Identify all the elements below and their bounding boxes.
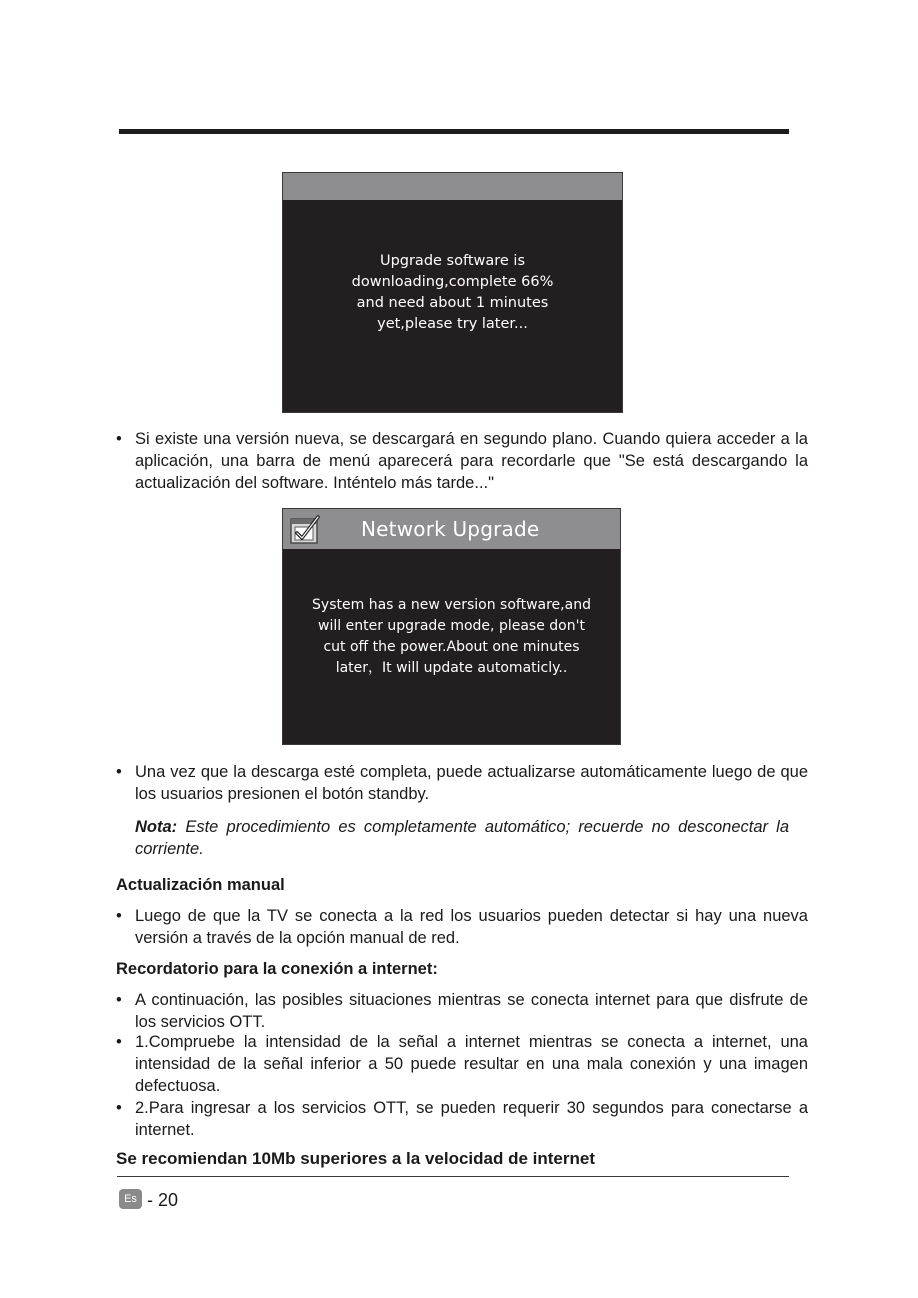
paragraph-text: 2.Para ingresar a los servicios OTT, se pueden requerir 30 segundos para conectarse a internet. (135, 1099, 808, 1139)
paragraph-text: Luego de que la TV se conecta a la red los usuarios pueden detectar si hay una nueva versión a través de la opción manual de red. (135, 907, 808, 947)
language-badge: Es (119, 1189, 142, 1209)
bullet-dot: • (116, 907, 122, 925)
upgrade-checkbox-icon (288, 513, 322, 545)
screen-header-bar (283, 173, 622, 200)
screen-header-bar (283, 509, 620, 549)
top-rule (119, 129, 789, 134)
network-upgrade-message (289, 595, 614, 679)
download-message-line: downloading,complete 66% (351, 274, 554, 290)
bullet-dot: • (116, 430, 122, 448)
network-message-line: System has a new version software,and (312, 597, 591, 613)
upgrade-download-screen (282, 172, 623, 413)
note-text: Este procedimiento es completamente automático; recuerde no desconectar la corriente. (135, 818, 789, 858)
download-complete-paragraph (116, 761, 808, 805)
network-upgrade-screen (282, 508, 621, 745)
download-message-line: yet,please try later... (377, 316, 528, 332)
background-download-paragraph (116, 428, 808, 494)
paragraph-text: 1.Compruebe la intensidad de la señal a internet mientras se conecta a internet, una intensidad de la señal inferior a 50 puede resultar en una mala conexión y una imagen defectuosa. (135, 1033, 808, 1095)
paragraph-text: A continuación, las posibles situaciones mientras se conecta internet para que disfrute de los servicios OTT. (135, 991, 808, 1031)
bullet-dot: • (116, 1099, 122, 1117)
recommended-speed-heading: Se recomiendan 10Mb superiores a la velocidad de internet (116, 1149, 595, 1168)
bullet-dot: • (116, 1033, 122, 1051)
network-upgrade-title: Network Upgrade (361, 517, 540, 541)
download-message (293, 251, 612, 335)
manual-update-paragraph (116, 905, 808, 949)
bullet-dot: • (116, 991, 122, 1009)
download-message-line: Upgrade software is (379, 253, 526, 269)
network-message-line: will enter upgrade mode, please don't (318, 618, 585, 634)
reminder-bullet-3 (116, 1097, 808, 1141)
internet-reminder-heading: Recordatorio para la conexión a internet: (116, 960, 438, 978)
note-label: Nota: (135, 818, 178, 836)
page-number: - 20 (147, 1190, 179, 1210)
bullet-dot: • (116, 763, 122, 781)
manual-update-heading: Actualización manual (116, 876, 285, 894)
paragraph-text: Si existe una versión nueva, se descargará en segundo plano. Cuando quiera acceder a la aplicación, una barra de menú aparecerá para recordarle que "Se está descargando la actualización del software. Inténtelo más tarde..." (135, 430, 808, 492)
network-message-line: cut off the power.About one minutes (323, 639, 580, 655)
download-message-line: and need about 1 minutes (356, 295, 549, 311)
bottom-rule (117, 1176, 789, 1177)
paragraph-text: Una vez que la descarga esté completa, puede actualizarse automáticamente luego de que los usuarios presionen el botón standby. (135, 763, 808, 803)
reminder-bullet-2 (116, 1031, 808, 1097)
note-paragraph (135, 816, 789, 860)
network-message-line: later，It will update automaticly.. (335, 660, 568, 676)
reminder-bullet-1 (116, 989, 808, 1033)
